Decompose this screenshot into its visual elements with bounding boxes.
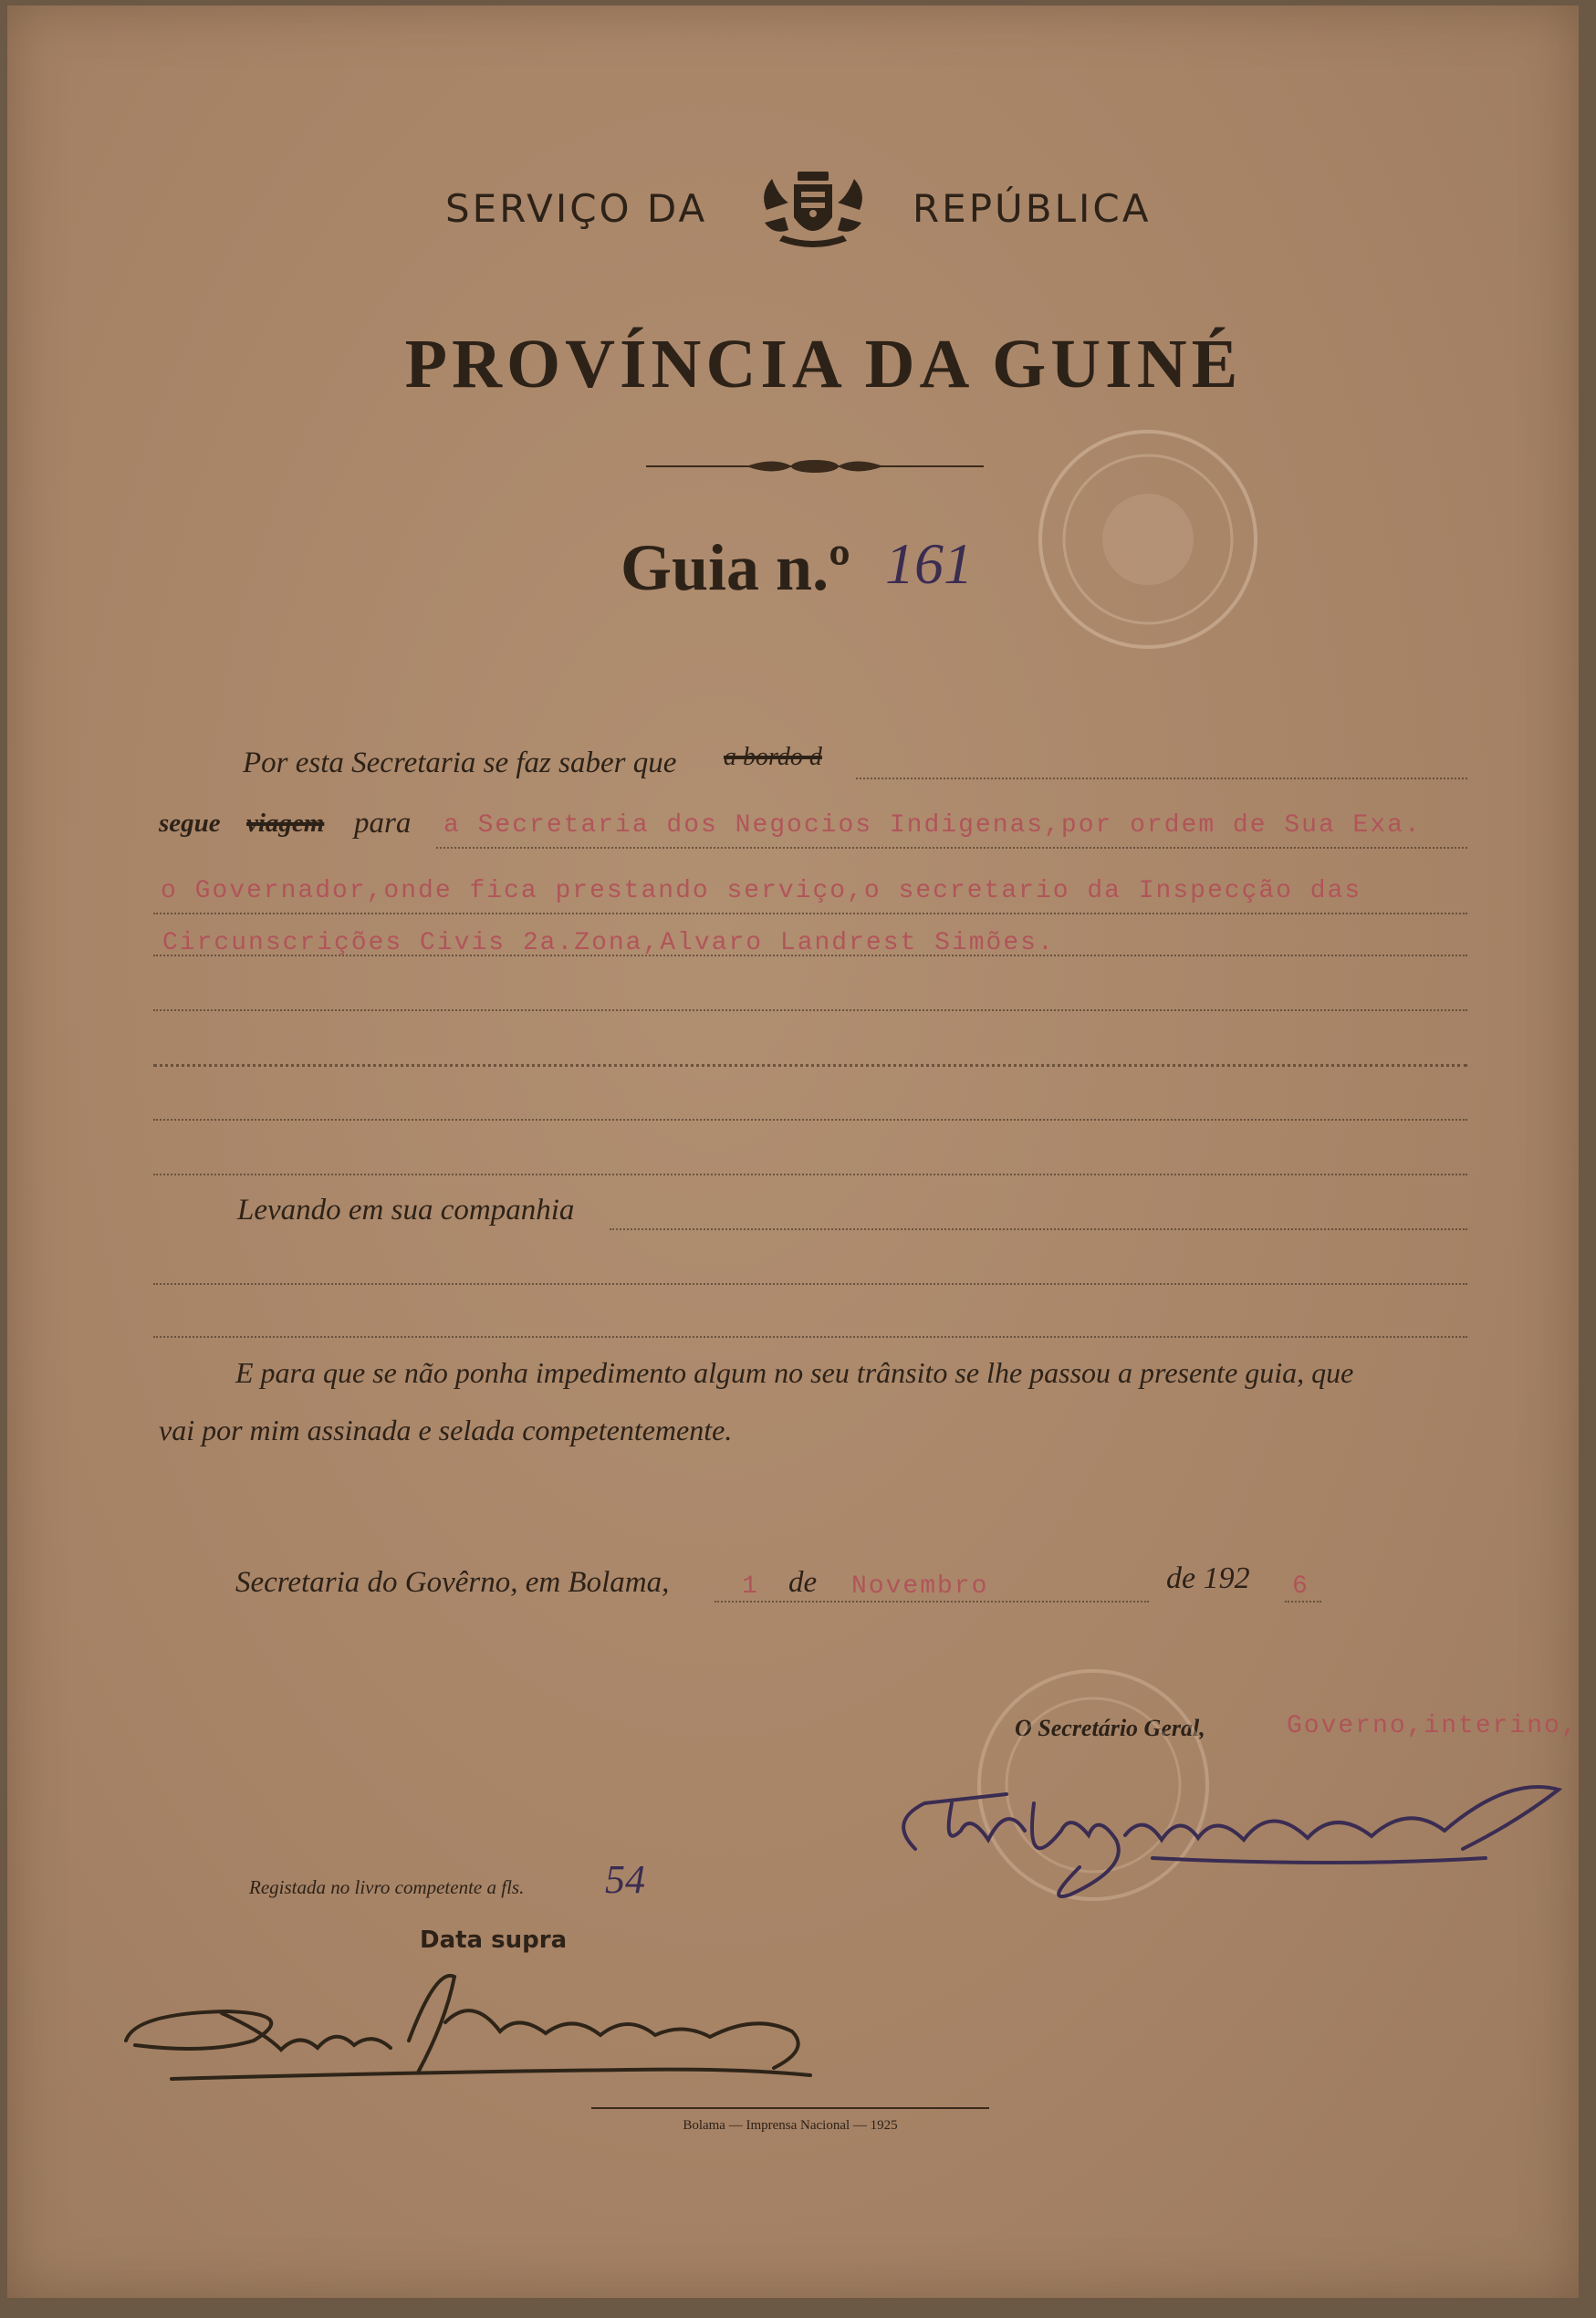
- date-day: 1: [742, 1572, 759, 1601]
- dotted-line: [715, 1601, 1149, 1603]
- date-year-prefix: de 192: [1166, 1561, 1250, 1595]
- service-label-left: SERVIÇO DA: [445, 186, 708, 231]
- registry-label: Registada no livro competente a fls.: [249, 1876, 525, 1898]
- data-supra: Data supra: [420, 1926, 568, 1954]
- dotted-line: [856, 778, 1467, 779]
- document-sheet: [7, 5, 1579, 2298]
- guia-label: Guia n.º: [621, 531, 850, 604]
- para-label: para: [354, 807, 412, 840]
- dotted-line: [153, 1336, 1467, 1338]
- dotted-line: [610, 1228, 1467, 1230]
- companhia-label: Levando em sua companhia: [237, 1194, 575, 1227]
- closing-line-2: vai por mim assinada e selada competentemente.: [159, 1414, 733, 1446]
- date-de-1: de: [788, 1566, 818, 1599]
- dotted-line: [153, 1064, 1467, 1067]
- dotted-line: [153, 913, 1467, 914]
- ornament-divider: [646, 453, 984, 480]
- coat-of-arms-icon: [757, 166, 869, 254]
- date-prefix: Secretaria do Govêrno, em Bolama,: [235, 1566, 670, 1599]
- date-year-digit: 6: [1292, 1572, 1309, 1601]
- province-title: PROVÍNCIA DA GUINÉ: [404, 326, 1243, 402]
- printer-imprint: Bolama — Imprensa Nacional — 1925: [683, 2118, 898, 2133]
- dotted-line: [153, 1174, 1467, 1175]
- closing-line-1: E para que se não ponha impedimento algum no seu trânsito se lhe passou a presente guia, que: [235, 1356, 1354, 1389]
- footer-rule: [591, 2107, 989, 2109]
- typed-line-2: o Governador,onde fica prestando serviço,o secretario da Inspecção das: [161, 877, 1362, 905]
- guia-heading: [621, 530, 850, 612]
- embossed-seal: [1029, 421, 1267, 658]
- secretary-signature: [879, 1767, 1572, 1904]
- typed-line-1: a Secretaria dos Negocios Indigenas,por ordem de Sua Exa.: [443, 811, 1422, 840]
- dotted-line: [153, 955, 1467, 956]
- registrar-signature: [117, 1958, 829, 2095]
- secretary-typed-suffix: Governo,interino,: [1287, 1712, 1579, 1740]
- typed-line-3: Circunscrições Civis 2a.Zona,Alvaro Landrest Simões.: [162, 929, 1055, 957]
- struck-viagem: viagem: [246, 809, 325, 838]
- secretary-title: O Secretário Geral,: [1015, 1715, 1205, 1741]
- dotted-line: [153, 1283, 1467, 1285]
- guia-number: 161: [885, 531, 973, 596]
- dotted-line: [153, 1119, 1467, 1121]
- date-month: Novembro: [851, 1572, 989, 1601]
- body-line-1: Por esta Secretaria se faz saber que: [243, 747, 677, 779]
- service-label-right: REPÚBLICA: [913, 186, 1152, 231]
- dotted-line: [436, 847, 1467, 849]
- dotted-line: [1285, 1601, 1321, 1603]
- struck-a-bordo: a bordo d: [724, 743, 822, 771]
- registry-page: 54: [605, 1857, 645, 1902]
- dotted-line: [153, 1009, 1467, 1011]
- segue-label: segue: [159, 809, 221, 838]
